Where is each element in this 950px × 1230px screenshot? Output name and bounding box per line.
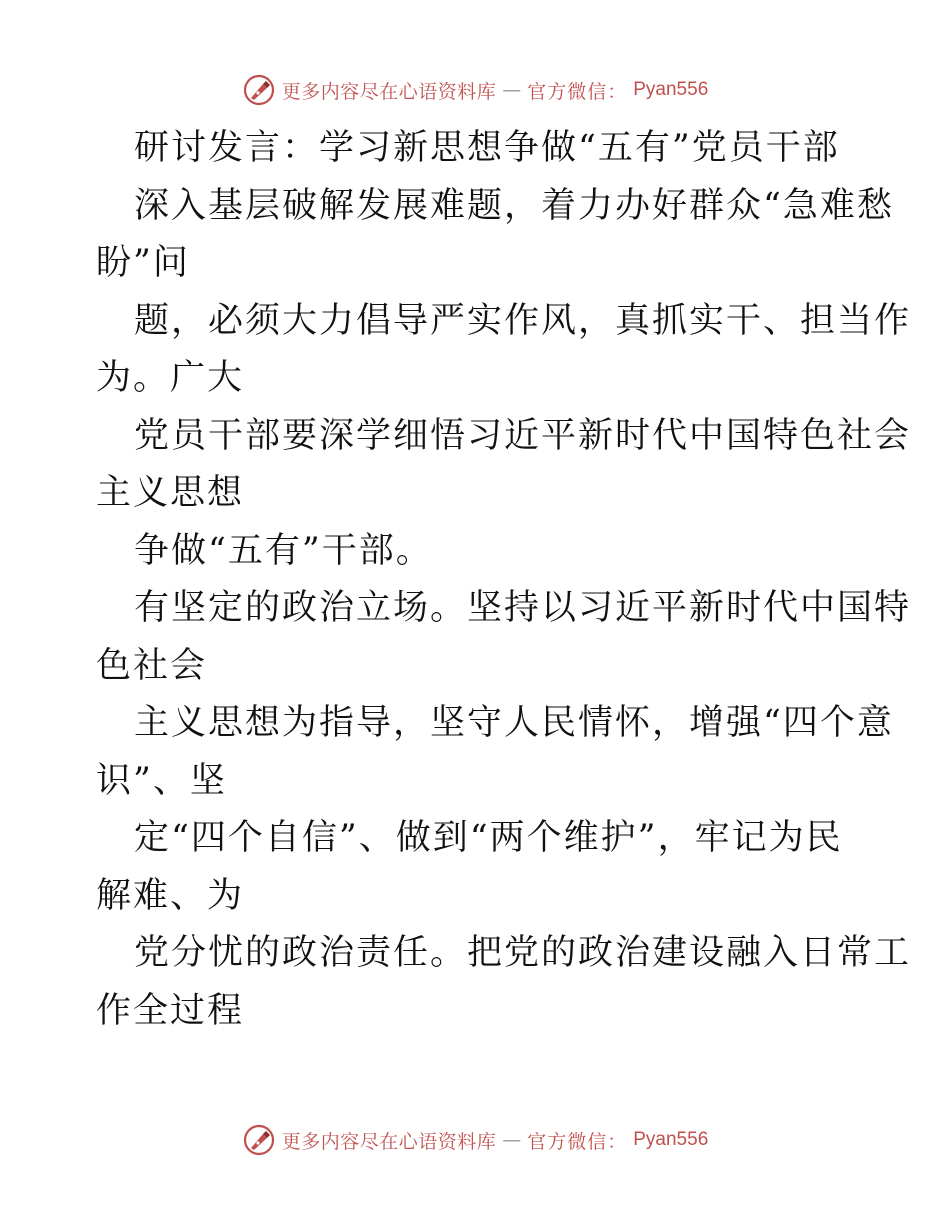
text-line: 主义思想为指导，坚守人民情怀，增强“四个意 bbox=[134, 703, 894, 743]
watermark-banner bbox=[242, 1123, 709, 1157]
header-watermark bbox=[0, 70, 950, 110]
footer-watermark bbox=[0, 1120, 950, 1160]
text-line: 为。广大 bbox=[96, 358, 245, 398]
text-line: 盼”问 bbox=[96, 243, 190, 283]
text-line: 识”、坚 bbox=[96, 760, 227, 801]
watermark-wechat-label: 官方微信： bbox=[527, 1130, 628, 1153]
text-line: 争做“五有”干部。 bbox=[134, 530, 433, 571]
text-line: 定“四个自信”、做到“两个维护”，牢记为民 bbox=[134, 818, 843, 858]
watermark-wechat-id: Pyan556 bbox=[633, 1129, 709, 1150]
text-line: 党分忧的政治责任。把党的政治建设融入日常工 bbox=[134, 933, 912, 973]
watermark-main-text: 更多内容尽在心语资料库 bbox=[281, 1130, 497, 1153]
text-line: 解难、为 bbox=[96, 875, 245, 916]
document-title: 研讨发言：学习新思想争做“五有”党员干部 bbox=[134, 128, 840, 168]
pen-nib-logo-icon bbox=[242, 1123, 276, 1157]
watermark-dash: — bbox=[502, 1129, 522, 1151]
text-line: 党员干部要深学细悟习近平新时代中国特色社会 bbox=[134, 415, 912, 456]
text-line: 深入基层破解发展难题，着力办好群众“急难愁 bbox=[134, 185, 894, 226]
watermark-banner bbox=[242, 73, 709, 107]
text-line: 主义思想 bbox=[96, 473, 245, 513]
watermark-wechat-id: Pyan556 bbox=[633, 79, 709, 100]
text-line: 作全过程 bbox=[96, 990, 245, 1031]
watermark-dash: — bbox=[502, 79, 522, 101]
text-line: 题，必须大力倡导严实作风，真抓实干、担当作 bbox=[134, 300, 912, 341]
document-body bbox=[96, 120, 912, 1040]
watermark-wechat-label: 官方微信： bbox=[527, 80, 628, 103]
watermark-main-text: 更多内容尽在心语资料库 bbox=[281, 80, 497, 103]
text-line: 色社会 bbox=[96, 645, 208, 686]
pen-nib-logo-icon bbox=[242, 73, 276, 107]
text-line: 有坚定的政治立场。坚持以习近平新时代中国特 bbox=[134, 588, 912, 628]
